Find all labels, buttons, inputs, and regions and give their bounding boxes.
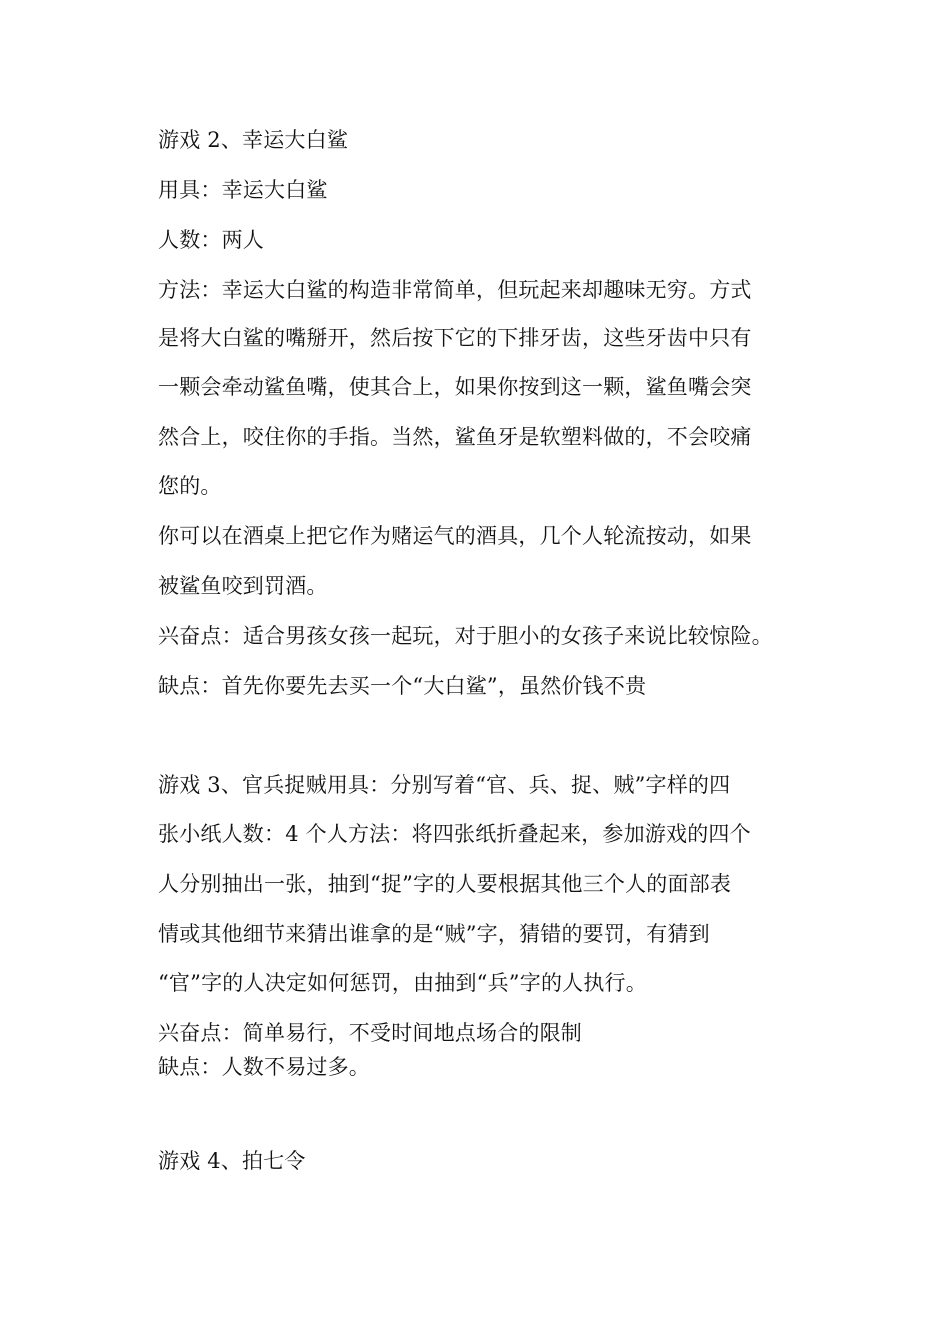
- game2-players: 人数：两人: [158, 228, 264, 252]
- game2-method-line-1: 方法：幸运大白鲨的构造非常简单，但玩起来却趣味无穷。方式: [158, 278, 752, 302]
- game3-line-3: 人分别抽出一张，抽到“捉”字的人要根据其他三个人的面部表: [158, 872, 732, 896]
- game3-line-2: 张小纸人数：4 个人方法：将四张纸折叠起来，参加游戏的四个: [158, 822, 751, 846]
- game2-method-line-3: 一颗会牵动鲨鱼嘴，使其合上，如果你按到这一颗，鲨鱼嘴会突: [158, 375, 752, 399]
- game3-line-5: “官”字的人决定如何惩罚，由抽到“兵”字的人执行。: [158, 971, 647, 995]
- game3-line-4: 情或其他细节来猜出谁拿的是“贼”字，猜错的要罚，有猜到: [158, 922, 710, 946]
- game2-usage-line-1: 你可以在酒桌上把它作为赌运气的酒具，几个人轮流按动，如果: [158, 524, 752, 548]
- game2-method-line-4: 然合上，咬住你的手指。当然，鲨鱼牙是软塑料做的，不会咬痛: [158, 425, 752, 449]
- game2-excitement: 兴奋点：适合男孩女孩一起玩，对于胆小的女孩子来说比较惊险。: [158, 624, 773, 648]
- game2-usage-line-2: 被鲨鱼咬到罚酒。: [158, 574, 328, 598]
- game2-tools: 用具：幸运大白鲨: [158, 178, 328, 202]
- game4-title: 游戏 4、拍七令: [158, 1149, 306, 1173]
- game2-method-line-5: 您的。: [158, 474, 222, 498]
- game3-line-1: 游戏 3、官兵捉贼用具：分别写着“官、兵、捉、贼”字样的四: [158, 773, 731, 797]
- game2-title: 游戏 2、幸运大白鲨: [158, 128, 349, 152]
- game3-drawback: 缺点：人数不易过多。: [158, 1055, 370, 1079]
- game2-drawback: 缺点：首先你要先去买一个“大白鲨”，虽然价钱不贵: [158, 674, 647, 698]
- game2-method-line-2: 是将大白鲨的嘴掰开，然后按下它的下排牙齿，这些牙齿中只有: [158, 326, 752, 350]
- game3-excitement: 兴奋点：简单易行，不受时间地点场合的限制: [158, 1021, 582, 1045]
